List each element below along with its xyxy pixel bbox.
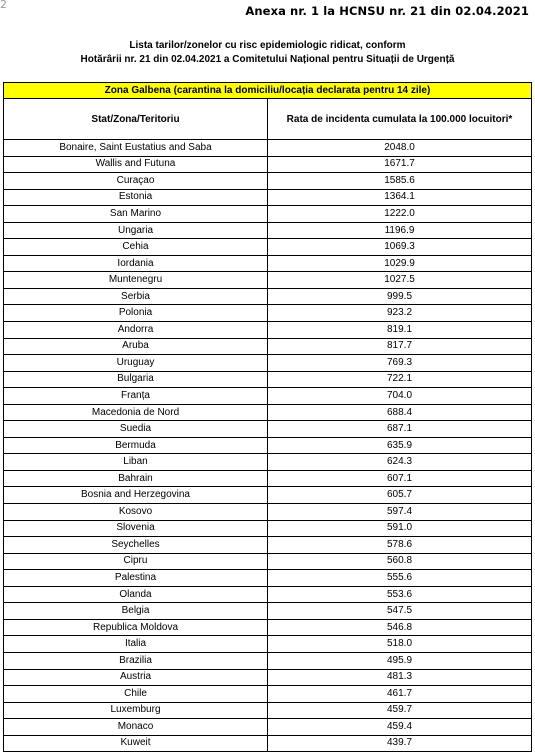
table-row — [4, 255, 532, 272]
table-row — [4, 404, 532, 421]
rate-cell: 769.3 — [268, 355, 532, 372]
rate-cell: 547.5 — [268, 603, 532, 620]
rate-cell: 495.9 — [268, 652, 532, 669]
rate-cell: 459.4 — [268, 719, 532, 736]
table-row — [4, 636, 532, 653]
rate-cell: 1222.0 — [268, 206, 532, 223]
country-cell: Franța — [4, 388, 268, 405]
table-row — [4, 338, 532, 355]
country-risk-table — [3, 82, 532, 752]
document-heading-line1: Lista tarilor/zonelor cu risc epidemiologic ridicat, conform — [129, 40, 406, 51]
rate-cell: 1585.6 — [268, 173, 532, 190]
country-cell: Liban — [4, 454, 268, 471]
rate-cell: 722.1 — [268, 371, 532, 388]
country-cell: Palestina — [4, 570, 268, 587]
table-row — [4, 454, 532, 471]
rate-cell: 2048.0 — [268, 140, 532, 157]
country-cell: Seychelles — [4, 537, 268, 554]
table-body — [4, 140, 532, 752]
zone-label: Zona Galbena (carantina la domiciliu/locația declarata pentru 14 zile) — [4, 83, 532, 99]
country-cell: Serbia — [4, 288, 268, 305]
table-row — [4, 487, 532, 504]
country-cell: Uruguay — [4, 355, 268, 372]
column-header-row — [4, 99, 532, 140]
country-cell: Chile — [4, 686, 268, 703]
country-cell: Brazilia — [4, 652, 268, 669]
table-row — [4, 305, 532, 322]
rate-cell: 591.0 — [268, 520, 532, 537]
country-cell: Belgia — [4, 603, 268, 620]
country-cell: San Marino — [4, 206, 268, 223]
country-cell: Bermuda — [4, 437, 268, 454]
rate-cell: 607.1 — [268, 470, 532, 487]
rate-cell: 439.7 — [268, 735, 532, 752]
table-row — [4, 520, 532, 537]
table-row — [4, 288, 532, 305]
rate-cell: 1364.1 — [268, 189, 532, 206]
table-row — [4, 470, 532, 487]
country-cell: Ungaria — [4, 222, 268, 239]
country-cell: Aruba — [4, 338, 268, 355]
country-cell: Bulgaria — [4, 371, 268, 388]
table-row — [4, 371, 532, 388]
country-cell: Estonia — [4, 189, 268, 206]
table-row — [4, 735, 532, 752]
table-row — [4, 652, 532, 669]
rate-cell: 459.7 — [268, 702, 532, 719]
country-cell: Bahrain — [4, 470, 268, 487]
table-row — [4, 140, 532, 157]
table-row — [4, 239, 532, 256]
country-cell: Andorra — [4, 322, 268, 339]
rate-cell: 819.1 — [268, 322, 532, 339]
table-row — [4, 322, 532, 339]
table-row — [4, 603, 532, 620]
rate-cell: 704.0 — [268, 388, 532, 405]
table-row — [4, 156, 532, 173]
rate-cell: 1027.5 — [268, 272, 532, 289]
table-row — [4, 553, 532, 570]
table-row — [4, 206, 532, 223]
country-cell: Kuweit — [4, 735, 268, 752]
country-cell: Cipru — [4, 553, 268, 570]
table-row — [4, 719, 532, 736]
rate-cell: 518.0 — [268, 636, 532, 653]
country-cell: Austria — [4, 669, 268, 686]
table-row — [4, 586, 532, 603]
country-cell: Republica Moldova — [4, 619, 268, 636]
country-cell: Italia — [4, 636, 268, 653]
country-cell: Iordania — [4, 255, 268, 272]
table-row — [4, 222, 532, 239]
country-cell: Macedonia de Nord — [4, 404, 268, 421]
country-cell: Muntenegru — [4, 272, 268, 289]
country-cell: Cehia — [4, 239, 268, 256]
table-row — [4, 537, 532, 554]
table-row — [4, 619, 532, 636]
table-row — [4, 173, 532, 190]
document-heading-line2: Hotărârii nr. 21 din 02.04.2021 a Comitetului Național pentru Situații de Urgență — [80, 54, 455, 65]
table-row — [4, 272, 532, 289]
table-row — [4, 189, 532, 206]
rate-cell: 461.7 — [268, 686, 532, 703]
table-row — [4, 702, 532, 719]
country-cell: Bonaire, Saint Eustatius and Saba — [4, 140, 268, 157]
rate-cell: 605.7 — [268, 487, 532, 504]
country-cell: Slovenia — [4, 520, 268, 537]
table-row — [4, 388, 532, 405]
table-row — [4, 355, 532, 372]
rate-cell: 635.9 — [268, 437, 532, 454]
country-cell: Olanda — [4, 586, 268, 603]
column-header-rate: Rata de incidenta cumulata la 100.000 locuitori* — [268, 99, 532, 140]
annex-title: Anexa nr. 1 la HCNSU nr. 21 din 02.04.2021 — [245, 4, 529, 18]
page-number-marker: 2 — [0, 0, 7, 11]
table-row — [4, 686, 532, 703]
table-row — [4, 421, 532, 438]
table-row — [4, 437, 532, 454]
rate-cell: 817.7 — [268, 338, 532, 355]
rate-cell: 578.6 — [268, 537, 532, 554]
country-cell: Luxemburg — [4, 702, 268, 719]
rate-cell: 481.3 — [268, 669, 532, 686]
table-row — [4, 504, 532, 521]
table-row — [4, 570, 532, 587]
rate-cell: 923.2 — [268, 305, 532, 322]
rate-cell: 999.5 — [268, 288, 532, 305]
country-cell: Kosovo — [4, 504, 268, 521]
country-cell: Curaçao — [4, 173, 268, 190]
rate-cell: 546.8 — [268, 619, 532, 636]
rate-cell: 597.4 — [268, 504, 532, 521]
rate-cell: 687.1 — [268, 421, 532, 438]
country-cell: Bosnia and Herzegovina — [4, 487, 268, 504]
rate-cell: 553.6 — [268, 586, 532, 603]
rate-cell: 555.6 — [268, 570, 532, 587]
column-header-country: Stat/Zona/Teritoriu — [4, 99, 268, 140]
rate-cell: 688.4 — [268, 404, 532, 421]
rate-cell: 1029.9 — [268, 255, 532, 272]
rate-cell: 560.8 — [268, 553, 532, 570]
rate-cell: 1196.9 — [268, 222, 532, 239]
country-cell: Suedia — [4, 421, 268, 438]
country-cell: Monaco — [4, 719, 268, 736]
rate-cell: 624.3 — [268, 454, 532, 471]
rate-cell: 1069.3 — [268, 239, 532, 256]
country-cell: Wallis and Futuna — [4, 156, 268, 173]
table-row — [4, 669, 532, 686]
zone-header-row — [4, 83, 532, 99]
country-cell: Polonia — [4, 305, 268, 322]
rate-cell: 1671.7 — [268, 156, 532, 173]
